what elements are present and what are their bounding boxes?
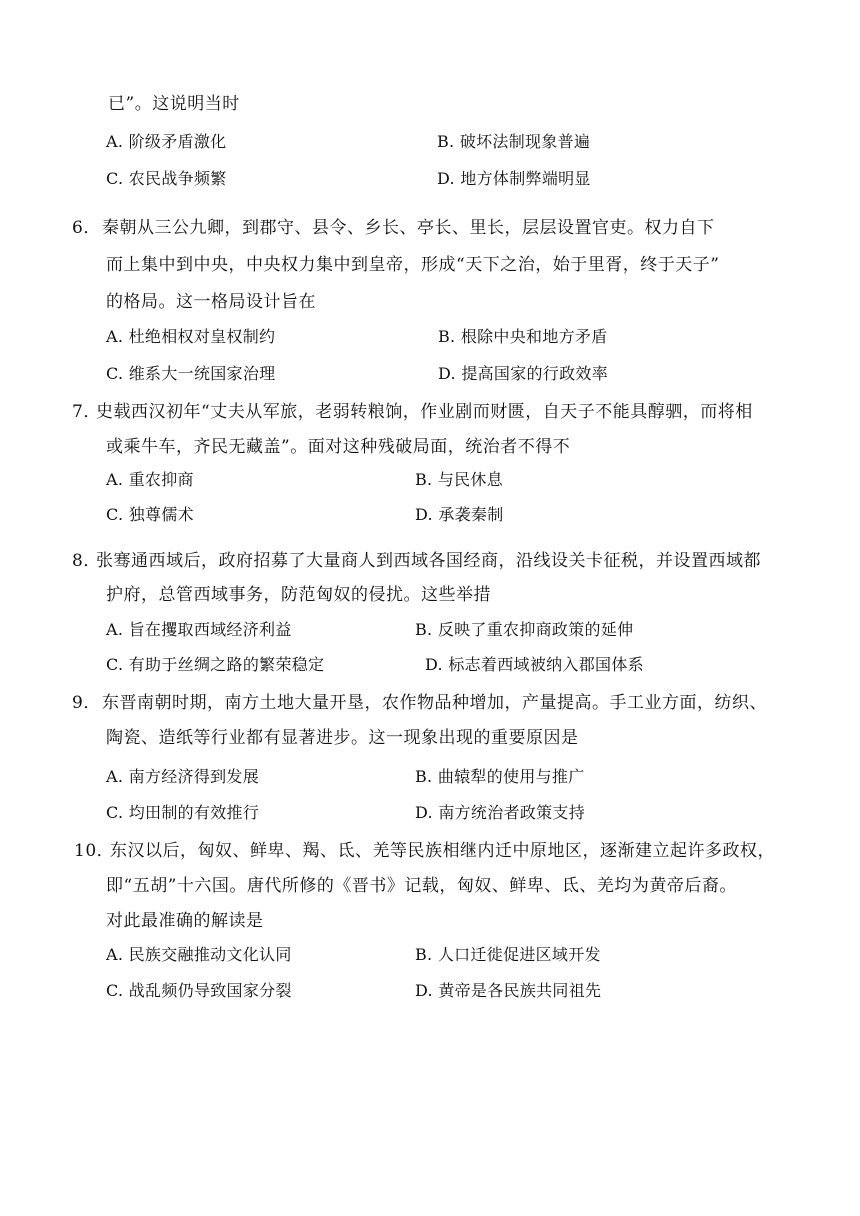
q8-option-c: C. 有助于丝绸之路的繁荣稳定: [106, 655, 325, 674]
q10-option-c: C. 战乱频仍导致国家分裂: [106, 981, 292, 1000]
q9-option-b: B. 曲辕犁的使用与推广: [415, 767, 585, 786]
q8-stem-line-1: 张骞通西域后，政府招募了大量商人到西域各国经商，沿线设关卡征税，并设置西域都: [96, 551, 761, 571]
q8-option-d: D. 标志着西域被纳入郡国体系: [425, 655, 644, 674]
q7-stem-line-2: 或乘牛车，齐民无藏盖”。面对这种残破局面，统治者不得不: [106, 437, 571, 457]
q10-stem-line-2: 即“五胡”十六国。唐代所修的《晋书》记载，匈奴、鲜卑、氐、羌均为黄帝后裔。: [106, 876, 737, 896]
q10-number: 10．: [74, 841, 115, 861]
q5-option-a: A. 阶级矛盾激化: [106, 132, 227, 151]
q8-stem-line-2: 护府，总管西域事务，防范匈奴的侵扰。这些举措: [106, 585, 491, 605]
q7-option-a: A. 重农抑商: [106, 470, 194, 489]
q7-option-b: B. 与民休息: [415, 470, 504, 489]
q10-option-a: A. 民族交融推动文化认同: [106, 945, 292, 964]
q5-option-d: D. 地方体制弊端明显: [437, 169, 591, 188]
q9-option-d: D. 南方统治者政策支持: [415, 803, 586, 822]
q9-number: 9．: [72, 693, 101, 713]
q9-option-c: C. 均田制的有效推行: [106, 803, 260, 822]
q10-option-d: D. 黄帝是各民族共同祖先: [415, 981, 602, 1000]
q9-stem-line-1: 东晋南朝时期，南方土地大量开垦，农作物品种增加，产量提高。手工业方面，纺织、: [102, 693, 767, 713]
q5-option-b: B. 破坏法制现象普遍: [437, 132, 591, 151]
q6-stem-line-3: 的格局。这一格局设计旨在: [106, 292, 316, 312]
q6-option-c: C. 维系大一统国家治理: [106, 364, 276, 383]
q6-number: 6．: [72, 218, 101, 238]
q5-stem-tail: 已”。这说明当时: [108, 94, 240, 114]
q5-option-c: C. 农民战争频繁: [106, 169, 227, 188]
q9-option-a: A. 南方经济得到发展: [106, 767, 260, 786]
q7-stem-line-1: 史载西汉初年“丈夫从军旅，老弱转粮饷，作业剧而财匮，自天子不能具醇驷，而将相: [96, 402, 753, 422]
q8-number: 8．: [72, 551, 101, 571]
q8-option-b: B. 反映了重农抑商政策的延伸: [415, 620, 634, 639]
q7-number: 7．: [72, 402, 101, 422]
q10-stem-line-3: 对此最准确的解读是: [106, 911, 264, 931]
q6-stem-line-1: 秦朝从三公九卿，到郡守、县令、乡长、亭长、里长，层层设置官吏。权力自下: [102, 218, 715, 238]
q8-option-a: A. 旨在攫取西域经济利益: [106, 620, 292, 639]
q6-option-d: D. 提高国家的行政效率: [438, 364, 609, 383]
q6-option-b: B. 根除中央和地方矛盾: [438, 327, 608, 346]
q6-option-a: A. 杜绝相权对皇权制约: [106, 327, 276, 346]
q7-option-c: C. 独尊儒术: [106, 505, 194, 524]
q10-stem-line-1: 东汉以后，匈奴、鲜卑、羯、氐、羌等民族相继内迁中原地区，逐渐建立起许多政权，: [110, 841, 775, 861]
q9-stem-line-2: 陶瓷、造纸等行业都有显著进步。这一现象出现的重要原因是: [106, 728, 579, 748]
q6-stem-line-2: 而上集中到中央，中央权力集中到皇帝，形成“天下之治，始于里胥，终于天子”: [106, 255, 720, 275]
q10-option-b: B. 人口迁徙促进区域开发: [415, 945, 601, 964]
q7-option-d: D. 承袭秦制: [415, 505, 504, 524]
